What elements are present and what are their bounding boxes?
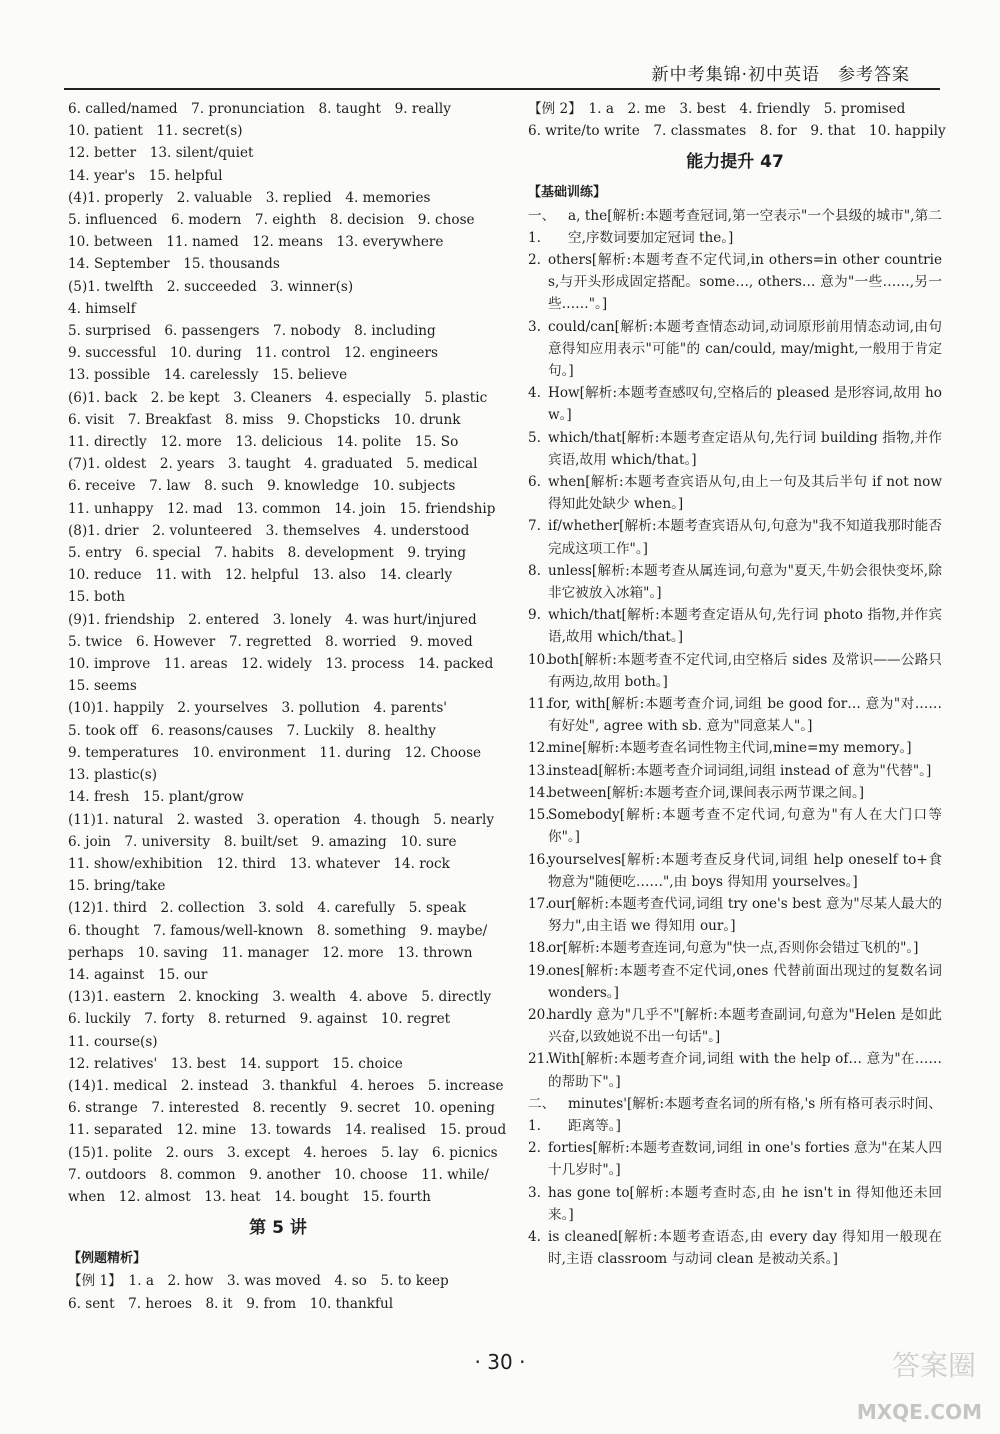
answer-line: 15. bring/take [68,878,166,895]
answer-item [528,471,942,515]
item-text: yourselves[解析:本题考查反身代词,词组 help oneself to+食物意为"随便吃……",由 boys 得知用 yourselves。] [548,851,942,890]
answer-item [528,249,942,316]
answer-line: 7. outdoors 8. common 9. another 10. choose 11. while/ [68,1166,489,1183]
item-text: others[解析:本题考查不定代词,in others=in other countries,与开头形成固定搭配。some…, others… 意为"一些……,另一些……"。] [548,252,942,313]
item-text: hardly 意为"几乎不"[解析:本题考查副词,句意为"Helen 是如此兴奋,以致她说不出一句话"。] [548,1006,942,1046]
item-number: 3. [528,1184,541,1201]
answer-line: 5. took off 6. reasons/causes 7. Luckily 8. healthy [68,722,436,739]
item-text: minutes'[解析:本题考查名词的所有格,'s 所有格可表示时间、距离等。] [568,1095,942,1134]
item-number: 8. [528,562,541,579]
answer-line: (11)1. natural 2. wasted 3. operation 4. though 5. nearly [68,811,495,828]
item-number: 9. [528,607,541,624]
item-text: if/whether[解析:本题考查宾语从句,句意为"我不知道我那时能否完成这项工作"。] [548,518,942,557]
answer-line: 10. reduce 11. with 12. helpful 13. also 14. clearly [68,567,453,584]
watermark-logo: 答案圈 [891,1349,976,1382]
answer-line: 10. between 11. named 12. means 13. everywhere [68,234,444,251]
item-number: 15. [528,807,550,824]
answer-line: perhaps 10. saving 11. manager 12. more 13. thrown [68,944,473,961]
answer-line: when 12. almost 13. heat 14. bought 15. fourth [68,1188,431,1205]
item-text: How[解析:本题考查感叹句,空格后的 pleased 是形容词,故用 how。] [548,385,942,424]
answer-line: 5. twice 6. However 7. regretted 8. worried 9. moved [68,633,473,650]
example-1-line: 6. sent 7. heroes 8. it 9. from 10. thankful [68,1295,394,1312]
item-number: 13. [528,762,550,779]
item-text: a, the[解析:本题考查冠词,第一空表示"一个县级的城市",第二空,序数词要加定冠词 the。] [568,207,942,246]
answer-line: 14. September 15. thousands [68,256,280,273]
item-number: 12. [528,740,550,757]
answer-line: 14. fresh 15. plant/grow [68,789,244,806]
item-number: 7. [528,518,541,535]
item-number: 4. [528,385,541,402]
answer-line: 12. relatives' 13. best 14. support 15. choice [68,1055,403,1072]
answer-item [528,604,942,648]
answer-line: (9)1. friendship 2. entered 3. lonely 4. was hurt/injured [68,611,477,628]
answer-line: 11. unhappy 12. mad 13. common 14. join 15. friendship [68,500,496,517]
answer-line: 4. himself [68,300,136,317]
item-number: 14. [528,784,550,801]
item-number: 17. [528,895,550,912]
answer-line: 9. temperatures 10. environment 11. during 12. Choose [68,744,482,761]
answer-item [528,1048,942,1092]
item-number: 4. [528,1228,541,1245]
answer-line: 13. plastic(s) [68,767,158,784]
answer-item [528,737,942,759]
answer-line: 6. thought 7. famous/well-known 8. something 9. maybe/ [68,922,488,939]
answer-line: 6. visit 7. Breakfast 8. miss 9. Chopsticks 10. drunk [68,411,461,428]
answer-line: 5. entry 6. special 7. habits 8. development 9. trying [68,545,467,562]
item-text: between[解析:本题考查介词,课间表示两节课之间。] [548,784,865,801]
answer-line: 12. better 13. silent/quiet [68,145,254,162]
item-number: 19. [528,962,550,979]
item-text: which/that[解析:本题考查定语从句,先行词 building 指物,并作宾语,故用 which/that。] [548,429,942,468]
item-number: 21. [528,1051,550,1068]
answer-line: 15. both [68,589,126,606]
left-column [68,98,507,1315]
item-text: mine[解析:本题考查名词性物主代词,mine=my memory。] [548,740,912,757]
answer-line: (13)1. eastern 2. knocking 3. wealth 4. above 5. directly [68,989,492,1006]
example-2-line-2: 6. write/to write 7. classmates 8. for 9. that 10. happily [528,123,946,140]
answer-item [528,382,942,426]
item-number: 3. [528,318,541,335]
answer-item [528,316,942,383]
item-number: 6. [528,474,541,491]
item-text: when[解析:本题考查宾语从句,由上一句及其后半句 if not now 得知此处缺少 when。] [548,474,942,513]
answer-item [528,782,942,804]
answer-item [528,1137,942,1181]
answer-line: (12)1. third 2. collection 3. sold 4. carefully 5. speak [68,900,467,917]
answer-item [528,937,942,959]
answer-line: 6. luckily 7. forty 8. returned 9. against 10. regret [68,1011,451,1028]
item-text: instead[解析:本题考查介词词组,词组 instead of 意为"代替"。] [548,762,932,779]
answer-line: 10. patient 11. secret(s) [68,123,243,140]
answer-item [528,1182,942,1226]
item-text: ones[解析:本题考查不定代词,ones 代替前面出现过的复数名词 wonders。] [548,962,942,1001]
item-text: is cleaned[解析:本题考查语态,由 every day 得知用一般现在时,主语 classroom 与动词 clean 是被动关系。] [548,1228,942,1268]
answer-item [528,560,942,604]
item-text: both[解析:本题考查不定代词,由空格后 sides 及常识——公路只有两边,故用 both。] [548,651,942,690]
lecture-title: 第 5 讲 [249,1218,307,1239]
answer-line: (5)1. twelfth 2. succeeded 3. winner(s) [68,278,354,295]
answer-item [528,693,942,737]
answer-line: 11. separated 12. mine 13. towards 14. realised 15. proud [68,1122,507,1139]
item-number: 18. [528,940,550,957]
answer-item [528,760,942,782]
answer-line: (14)1. medical 2. instead 3. thankful 4. heroes 5. increase [68,1077,504,1094]
item-number: 20. [528,1006,550,1023]
item-text: for, with[解析:本题考查介词,词组 be good for… 意为"对……有好处", agree with sb. 意为"同意某人"。] [548,696,942,735]
section-tag: 【基础训练】 [528,185,607,201]
answer-line: 11. course(s) [68,1033,158,1050]
item-number: 11. [528,696,550,713]
answer-line: (8)1. drier 2. volunteered 3. themselves 4. understood [68,522,470,539]
answer-line: (6)1. back 2. be kept 3. Cleaners 4. especially 5. plastic [68,389,488,406]
section-title: 能力提升 47 [686,152,784,173]
answer-line: 5. surprised 6. passengers 7. nobody 8. including [68,323,436,340]
item-number: 2. [528,252,541,269]
item-text: forties[解析:本题考查数词,词组 in one's forties 意为"在某人四十几岁时"。] [548,1140,942,1179]
answer-line: (15)1. polite 2. ours 3. except 4. heroes 5. lay 6. picnics [68,1144,498,1161]
answer-item [528,205,942,249]
right-column [528,98,946,1270]
answer-item [528,515,942,559]
answer-item [528,1226,942,1270]
answer-line: 11. show/exhibition 12. third 13. whatever 14. rock [68,855,450,872]
running-header [64,60,940,90]
answer-item [528,649,942,693]
answer-line: 5. influenced 6. modern 7. eighth 8. decision 9. chose [68,212,475,229]
answer-item [528,849,942,893]
item-text: could/can[解析:本题考查情态动词,动词原形前用情态动词,由句意得知应用表示"可能"的 can/could, may/might,一般用于肯定句。] [548,318,942,380]
item-text: our[解析:本题考查代词,词组 try one's best 意为"尽某人最大的努力",由主语 we 得知用 our。] [548,895,942,935]
item-number: 二、1. [528,1095,556,1134]
answer-line: 11. directly 12. more 13. delicious 14. polite 15. So [68,434,459,451]
answer-line: (4)1. properly 2. valuable 3. replied 4. memories [68,189,431,206]
answer-item [528,427,942,471]
answer-line: (7)1. oldest 2. years 3. taught 4. graduated 5. medical [68,456,478,473]
page-number: · 30 · [474,1350,526,1374]
item-text: which/that[解析:本题考查定语从句,先行词 photo 指物,并作宾语,故用 which/that。] [548,607,942,646]
answer-item [528,1004,942,1048]
item-text: Somebody[解析:本题考查不定代词,句意为"有人在大门口等你"。] [548,807,942,846]
answer-line: 6. join 7. university 8. built/set 9. amazing 10. sure [68,833,457,850]
answer-line: 10. improve 11. areas 12. widely 13. process 14. packed [68,656,494,673]
answer-line: 6. receive 7. law 8. such 9. knowledge 10. subjects [68,478,456,495]
item-number: 2. [528,1140,541,1157]
watermark-text: MXQE.COM [856,1400,982,1424]
answer-line: 6. strange 7. interested 8. recently 9. secret 10. opening [68,1100,495,1117]
answer-item [528,893,942,937]
item-number: 10. [528,651,550,668]
item-number: 16. [528,851,550,868]
answer-line: 13. possible 14. carelessly 15. believe [68,367,348,384]
answer-item [528,804,942,848]
lecture-tag: 【例题精析】 [68,1251,147,1267]
item-number: 5. [528,429,541,446]
example-1-line: 【例 1】 1. a 2. how 3. was moved 4. so 5. to keep [68,1273,449,1290]
example-2-line-1: 【例 2】 1. a 2. me 3. best 4. friendly 5. promised [528,101,906,117]
answer-line: 14. against 15. our [68,966,208,983]
answer-line: 6. called/named 7. pronunciation 8. taught 9. really [68,101,451,117]
item-text: has gone to[解析:本题考查时态,由 he isn't in 得知他还未回来。] [548,1184,942,1223]
answer-line: 9. successful 10. during 11. control 12. engineers [68,345,438,362]
answer-item [528,960,942,1004]
answer-line: 14. year's 15. helpful [68,167,223,184]
item-text: unless[解析:本题考查从属连词,句意为"夏天,牛奶会很快变坏,除非它被放入冰箱"。] [548,562,942,602]
item-number: 一、1. [528,207,556,246]
answer-item [528,1093,942,1137]
answer-line: 15. seems [68,678,137,695]
answer-line: (10)1. happily 2. yourselves 3. pollution 4. parents' [68,700,448,717]
item-text: or[解析:本题考查连词,句意为"快一点,否则你会错过飞机的"。] [548,940,919,957]
item-text: With[解析:本题考查介词,词组 with the help of… 意为"在……的帮助下"。] [548,1051,942,1090]
header-title: 新中考集锦·初中英语 参考答案 [651,65,910,85]
site-watermark [802,1344,982,1424]
answer-list [528,205,942,1271]
